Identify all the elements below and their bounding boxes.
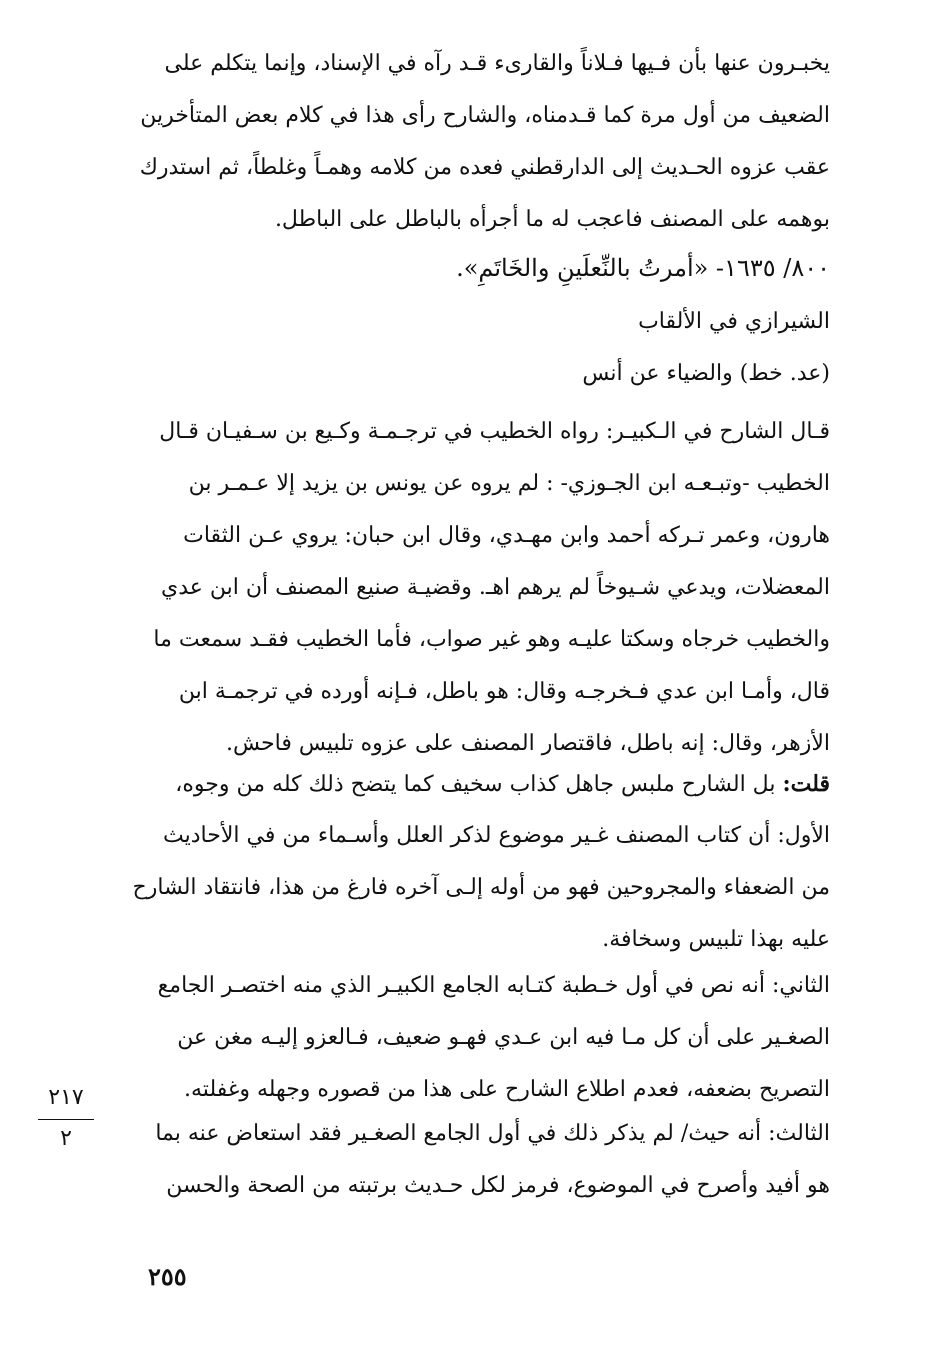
- margin-reference-top: ٢١٧: [48, 1085, 84, 1110]
- source-block: [118, 296, 830, 400]
- commentary-paragraph: [118, 406, 830, 770]
- text-line: الخطيب -وتبـعـه ابن الجـوزي- : لم يروه عن يونس بن يزيد إلا عـمـر بن: [188, 471, 830, 496]
- text-line: الصغـير على أن كل مـا فيه ابن عـدي فهـو ضعيف، فـالعزو إليـه مغن عن: [177, 1025, 830, 1050]
- text-line: يخبـرون عنها بأن فـيها فـلاناً والقارىء قـد رآه في الإسناد، وإنما يتكلم على: [164, 51, 830, 76]
- rebuttal-text: بل الشارح ملبس جاهل كذاب سخيف كما يتضح ذلك كله من وجوه،: [175, 772, 783, 797]
- narrators-line: (عد. خط) والضياء عن أنس: [582, 361, 830, 386]
- text-line: بوهمه على المصنف فاعجب له ما أجرأه بالباطل على الباطل.: [274, 207, 830, 232]
- text-line: والخطيب خرجاه وسكتا عليـه وهو غير صواب، فأما الخطيب فقـد سمعت ما: [153, 627, 830, 652]
- paragraph-continuation: [118, 38, 830, 246]
- text-line: هارون، وعمر تـركه أحمد وابن مهـدي، وقال ابن حبان: يروي عـن الثقات: [183, 523, 830, 548]
- page-number: ٢٥٥: [148, 1262, 187, 1291]
- text-line: المعضلات، ويدعي شـيوخاً لم يرهم اهـ. وقضيـة صنيع المصنف أن ابن عدي: [161, 575, 830, 600]
- text-line: عقب عزوه الحـديث إلى الدارقطني فعده من كلامه وهمـاً وغلطاً، ثم استدرك: [139, 155, 830, 180]
- text-line: من الضعفاء والمجروحين فهو من أوله إلـى آخره فارغ من هذا، فانتقاد الشارح: [132, 875, 830, 900]
- text-line: الأزهر، وقال: إنه باطل، فاقتصار المصنف على عزوه تلبيس فاحش.: [226, 731, 830, 756]
- margin-reference: [38, 1085, 94, 1152]
- hadith-entry-block: [118, 242, 830, 294]
- margin-reference-divider: [38, 1119, 94, 1120]
- text-line: قـال الشارح في الـكبيـر: رواه الخطيب في ترجـمـة وكـيع بن سـفيـان قـال: [159, 419, 830, 444]
- text-line: التصريح بضعفه، فعدم اطلاع الشارح على هذا من قصوره وجهله وغفلته.: [184, 1077, 830, 1102]
- text-line: هو أفيد وأصرح في الموضوع، فرمز لكل حـديث برتبته من الصحة والحسن: [166, 1173, 830, 1198]
- margin-reference-bottom: ٢: [60, 1126, 72, 1151]
- text-line: عليه بهذا تلبيس وسخافة.: [602, 927, 830, 952]
- text-line: الضعيف من أول مرة كما قـدمناه، والشارح رأى هذا في كلام بعض المتأخرين: [140, 103, 830, 128]
- source-line: الشيرازي في الألقاب: [638, 309, 830, 334]
- second-point-paragraph: [118, 960, 830, 1116]
- text-line: قال، وأمـا ابن عدي فـخرجـه وقال: هو باطل، فـإنه أورده في ترجمـة ابن: [178, 679, 830, 704]
- text-line: الثاني: أنه نص في أول خـطبة كتـابه الجامع الكبيـر الذي منه اختصـر الجامع: [157, 973, 830, 998]
- third-point-paragraph: [118, 1108, 830, 1212]
- hadith-entry: ٨٠٠/ ١٦٣٥- «أمرتُ بالنِّعلَينِ والخَاتَمِ».: [456, 254, 830, 282]
- text-line: الثالث: أنه حيث/ لم يذكر ذلك في أول الجامع الصغـير فقد استعاض عنه بما: [155, 1121, 830, 1146]
- text-line: الأول: أن كتاب المصنف غـير موضوع لذكر العلل وأسـماء من في الأحاديث: [163, 823, 830, 848]
- text-line: [118, 758, 830, 810]
- rebuttal-paragraph: [118, 758, 830, 966]
- rebuttal-lead: قلت:: [782, 771, 830, 797]
